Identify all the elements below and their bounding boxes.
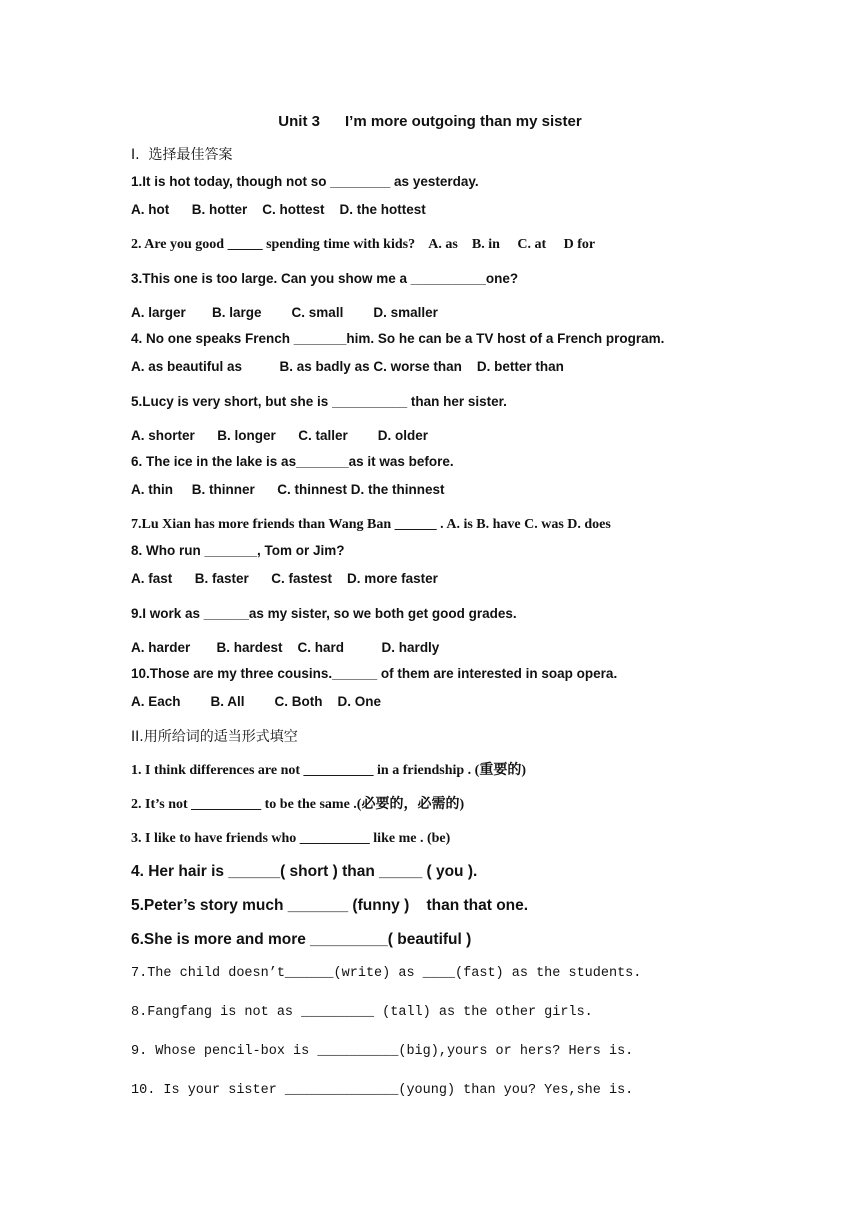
question-3: 3.This one is too large. Can you show me a __________one? (131, 271, 519, 286)
question-5: 5.Lucy is very short, but she is __________ than her sister. (131, 394, 507, 409)
question-6: 6. The ice in the lake is as_______as it was before. (131, 454, 454, 469)
fill-blank-4: 4. Her hair is ______( short ) than _____ ( you ). (131, 863, 478, 880)
question-10-options: A. Each B. All C. Both D. One (131, 694, 382, 709)
question-7: 7.Lu Xian has more friends than Wang Ban ______ . A. is B. have C. was D. does (131, 517, 611, 532)
fill-blank-6: 6.She is more and more _________( beautiful ) (131, 931, 472, 948)
question-8-options: A. fast B. faster C. fastest D. more faster (131, 571, 438, 586)
fill-blank-10: 10. Is your sister ______________(young) than you? Yes,she is. (131, 1083, 634, 1098)
fill-blank-3: 3. I like to have friends who __________ like me . (be) (131, 831, 451, 846)
question-1: 1.It is hot today, though not so ________ as yesterday. (131, 174, 479, 189)
title-gap (320, 113, 345, 130)
question-1-options: A. hot B. hotter C. hottest D. the hottest (131, 202, 426, 217)
fill-blank-8: 8.Fangfang is not as _________ (tall) as the other girls. (131, 1005, 593, 1020)
question-5-options: A. shorter B. longer C. taller D. older (131, 428, 429, 443)
fill-blank-1: 1. I think differences are not __________ in a friendship . (重要的) (131, 763, 526, 778)
question-4-options: A. as beautiful as B. as badly as C. worse than D. better than (131, 359, 564, 374)
fill-blank-9: 9. Whose pencil-box is __________(big),yours or hers? Hers is. (131, 1044, 634, 1059)
fill-blank-5: 5.Peter’s story much _______ (funny ) than that one. (131, 897, 529, 914)
question-10: 10.Those are my three cousins.______ of them are interested in soap opera. (131, 666, 618, 681)
question-8: 8. Who run _______, Tom or Jim? (131, 543, 345, 558)
question-9-options: A. harder B. hardest C. hard D. hardly (131, 640, 440, 655)
fill-blank-2: 2. It’s not __________ to be the same .(必要的，必需的) (131, 797, 465, 812)
question-2: 2. Are you good _____ spending time with kids? A. as B. in C. at D for (131, 237, 596, 252)
title-text: I’m more outgoing than my sister (344, 113, 582, 130)
question-6-options: A. thin B. thinner C. thinnest D. the thinnest (131, 482, 445, 497)
section-2-heading: II.用所给词的适当形式填空 (131, 729, 298, 745)
title-unit: Unit 3 (278, 113, 320, 130)
question-3-options: A. larger B. large C. small D. smaller (131, 305, 438, 320)
fill-blank-7: 7.The child doesn’t______(write) as ____(fast) as the students. (131, 966, 642, 981)
question-4: 4. No one speaks French _______him. So he can be a TV host of a French program. (131, 331, 665, 346)
page-title (0, 112, 860, 132)
section-1-heading: I. 选择最佳答案 (131, 147, 233, 163)
question-9: 9.I work as ______as my sister, so we both get good grades. (131, 606, 517, 621)
